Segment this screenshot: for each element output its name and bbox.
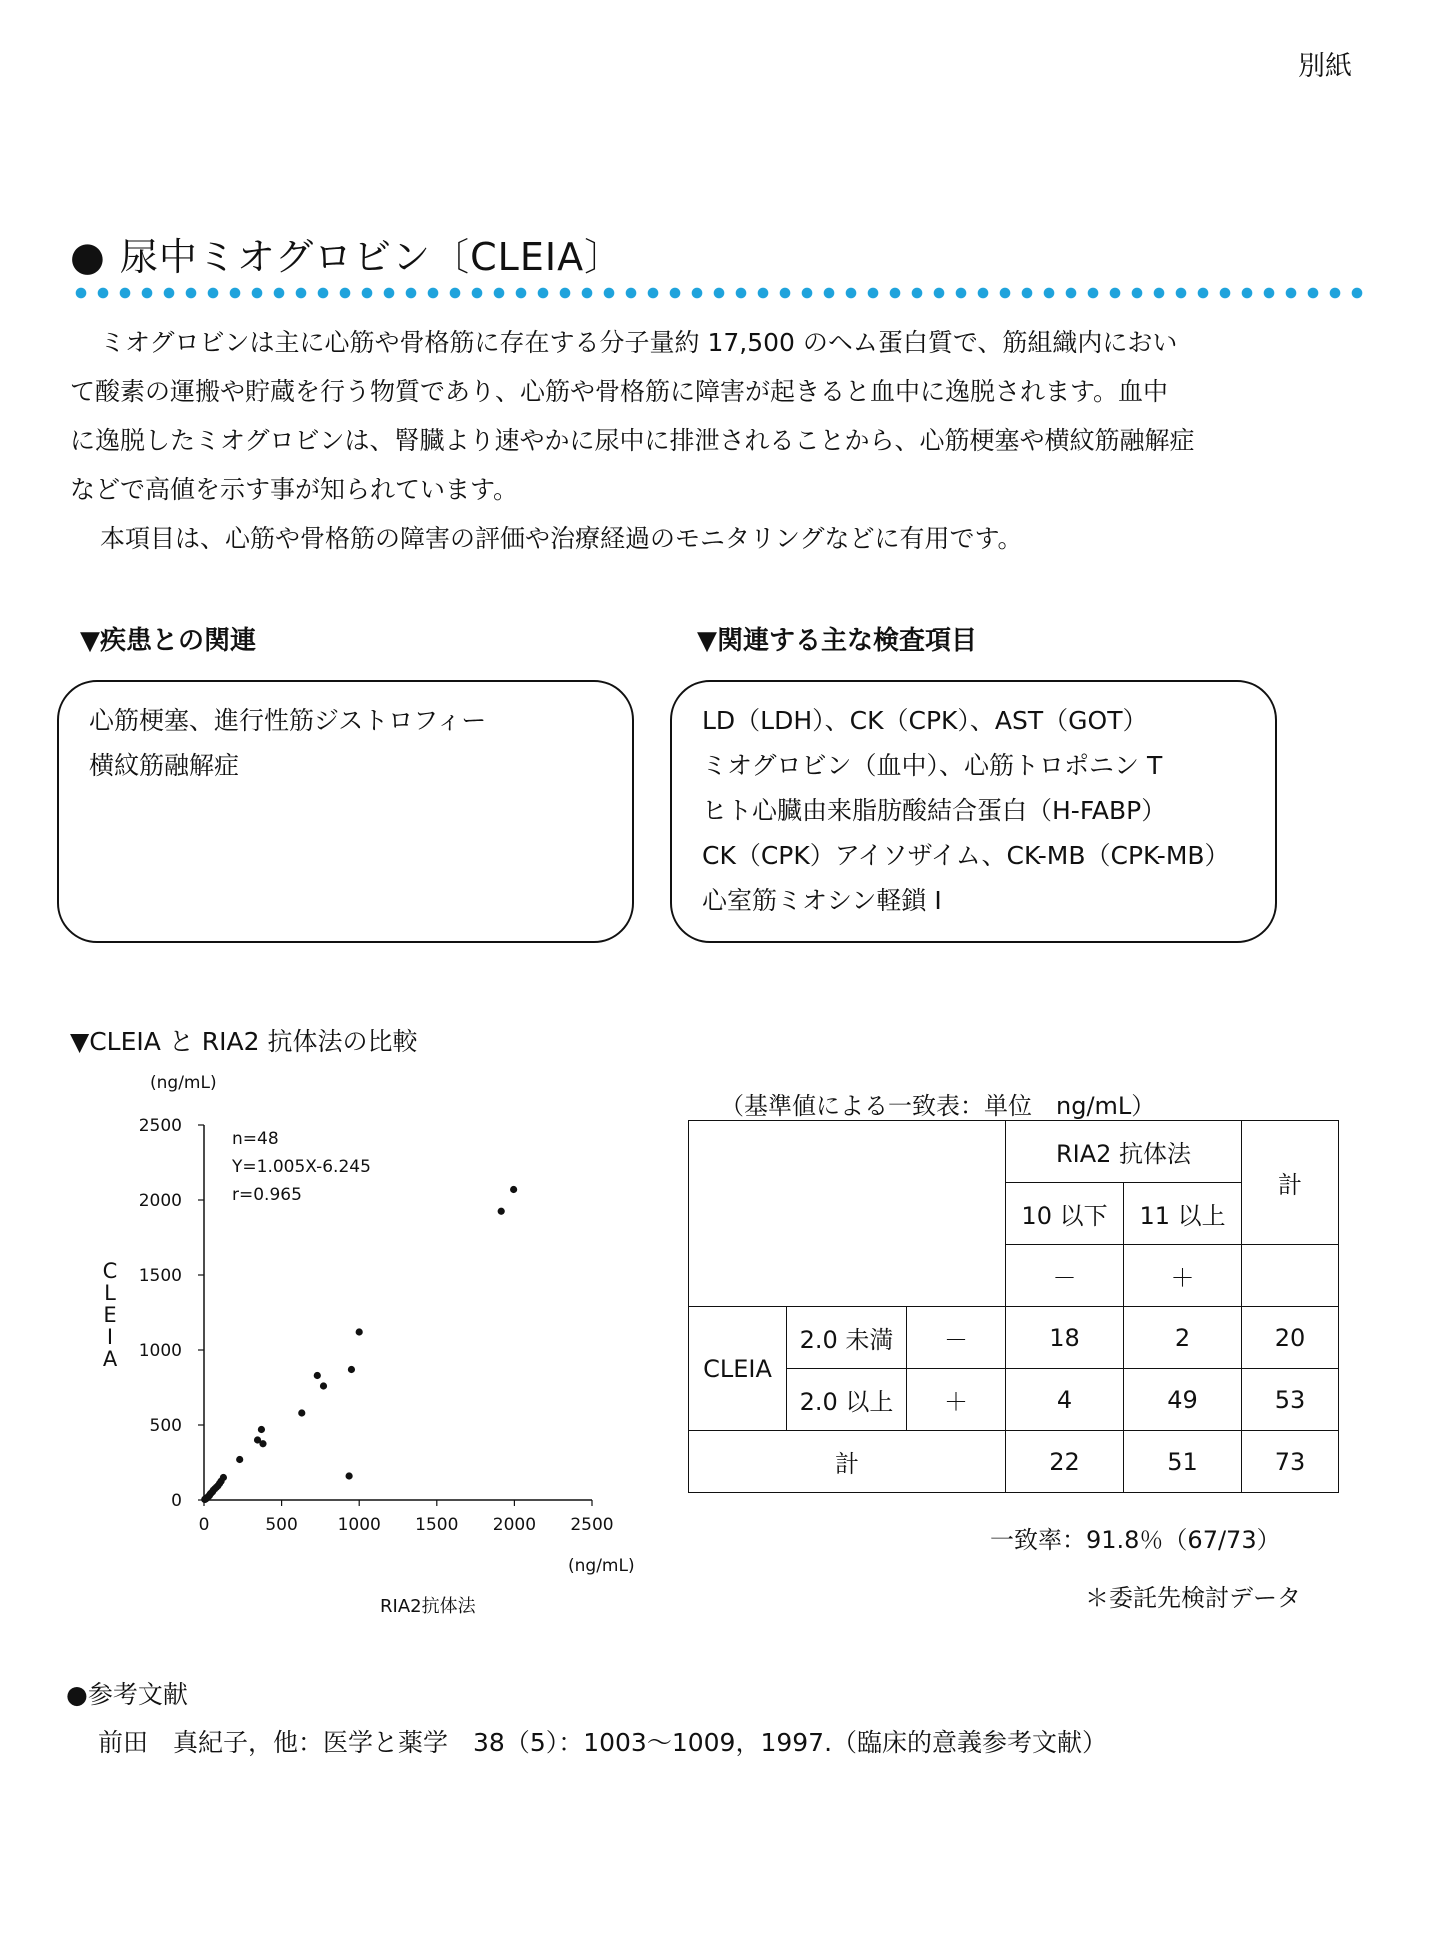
table-caption: （基準値による一致表：単位 ng/mL）	[720, 1092, 1156, 1120]
page-title	[70, 226, 623, 281]
table-row	[689, 1369, 1339, 1431]
x-tick-label: 1000	[337, 1515, 381, 1535]
intro-line: て酸素の運搬や貯蔵を行う物質であり、心筋や骨格筋に障害が起きると血中に逸脱されます。血中	[70, 377, 1169, 406]
chart-annotation: r=0.965	[232, 1185, 302, 1205]
table-row	[689, 1121, 1339, 1183]
data-point	[348, 1366, 355, 1373]
chart-annotation: n=48	[232, 1129, 279, 1149]
scatter-chart	[0, 1060, 680, 1620]
col-plus-cell: ＋	[1124, 1245, 1242, 1307]
table-blank-cell	[689, 1121, 1006, 1307]
agreement-table	[688, 1120, 1339, 1493]
y-tick-label: 0	[171, 1491, 182, 1511]
y-tick-label: 500	[149, 1416, 182, 1436]
table-row	[689, 1431, 1339, 1493]
row-low-cell: 2.0 未満	[787, 1307, 907, 1369]
data-point	[258, 1426, 265, 1433]
disease-item: 心筋梗塞、進行性筋ジストロフィー	[89, 706, 487, 735]
data-point	[510, 1186, 517, 1193]
intro-line: ミオグロビンは主に心筋や骨格筋に存在する分子量約 17,500 のヘム蛋白質で、筋組織内におい	[100, 328, 1178, 357]
x-tick-label: 2000	[492, 1515, 537, 1535]
table-row	[689, 1307, 1339, 1369]
related-test-item: ヒト心臓由来脂肪酸結合蛋白（H-FABP）	[702, 796, 1167, 825]
chart-annotations	[231, 1129, 371, 1205]
y-tick-label: 2500	[138, 1116, 182, 1136]
related-tests-heading: ▼関連する主な検査項目	[697, 626, 977, 656]
cleia-label-cell: CLEIA	[689, 1307, 787, 1431]
row-high-cell: 2.0 以上	[787, 1369, 907, 1431]
data-point	[259, 1440, 266, 1447]
related-test-item: 心室筋ミオシン軽鎖 I	[702, 886, 942, 915]
agreement-rate: 一致率：91.8％（67/73）	[990, 1526, 1281, 1554]
col-minus-cell: －	[1006, 1245, 1124, 1307]
data-point	[201, 1496, 208, 1503]
intro-line: 本項目は、心筋や骨格筋の障害の評価や治療経過のモニタリングなどに有用です。	[100, 524, 1023, 553]
y-axis-label-char: I	[106, 1325, 114, 1349]
y-axis-label-char: L	[104, 1281, 116, 1305]
table-cell: 22	[1006, 1431, 1124, 1493]
chart-annotation: Y=1.005X-6.245	[232, 1157, 371, 1177]
col-low-cell: 10 以下	[1006, 1183, 1124, 1245]
disease-item: 横紋筋融解症	[89, 751, 240, 780]
ria-header-cell: RIA2 抗体法	[1006, 1121, 1242, 1183]
data-point	[498, 1208, 505, 1215]
y-tick-label: 2000	[138, 1191, 182, 1211]
x-tick-label: 2500	[570, 1515, 614, 1535]
chart-points	[201, 1186, 517, 1503]
disease-box	[57, 680, 634, 943]
x-tick-label: 0	[198, 1515, 210, 1535]
comparison-heading: ▼CLEIA と RIA2 抗体法の比較	[70, 1027, 418, 1056]
related-tests-box	[670, 680, 1277, 943]
related-test-item: ミオグロビン（血中）、心筋トロポニン T	[702, 751, 1163, 780]
table-cell: 49	[1124, 1369, 1242, 1431]
title-bullet: ●	[70, 234, 106, 280]
data-point	[314, 1372, 321, 1379]
table-cell: 51	[1124, 1431, 1242, 1493]
x-tick-label: 500	[265, 1515, 298, 1535]
row-plus-cell: ＋	[907, 1369, 1006, 1431]
reference-entry: 前田 真紀子，他：医学と薬学 38（5）：1003～1009，1997.（臨床的意義参考文献）	[98, 1728, 1108, 1757]
table-cell: 53	[1242, 1369, 1339, 1431]
y-axis-label-char: C	[102, 1259, 118, 1283]
data-point	[346, 1472, 353, 1479]
related-test-item: LD（LDH）、CK（CPK）、AST（GOT）	[702, 706, 1148, 735]
col-high-cell: 11 以上	[1124, 1183, 1242, 1245]
x-axis-unit: (ng/mL)	[568, 1556, 635, 1576]
intro-line: に逸脱したミオグロビンは、腎臓より速やかに尿中に排泄されることから、心筋梗塞や横紋筋融解症	[70, 426, 1195, 455]
intro-line: などで高値を示す事が知られています。	[70, 475, 519, 504]
intro-paragraph	[70, 318, 1370, 563]
row-minus-cell: －	[907, 1307, 1006, 1369]
disease-heading: ▼疾患との関連	[80, 626, 256, 656]
y-tick-label: 1500	[138, 1266, 182, 1286]
title-text: 尿中ミオグロビン〔CLEIA〕	[119, 235, 624, 279]
table-cell: 18	[1006, 1307, 1124, 1369]
y-axis-label-char: A	[102, 1347, 118, 1371]
table-cell: 73	[1242, 1431, 1339, 1493]
data-source-note: ＊委託先検討データ	[1085, 1584, 1301, 1612]
table-cell: 20	[1242, 1307, 1339, 1369]
total-row-label-cell: 計	[689, 1431, 1006, 1493]
x-tick-label: 1500	[415, 1515, 459, 1535]
empty-cell	[1242, 1245, 1339, 1307]
y-axis-label	[103, 1259, 118, 1371]
total-header-cell: 計	[1242, 1121, 1339, 1245]
related-test-item: CK（CPK）アイソザイム、CK-MB（CPK-MB）	[702, 841, 1230, 870]
references-heading: ●参考文献	[66, 1680, 188, 1709]
x-axis-label: RIA2抗体法	[380, 1596, 476, 1617]
data-point	[298, 1409, 305, 1416]
y-axis-label-char: E	[103, 1303, 117, 1327]
attachment-label: 別紙	[1298, 51, 1352, 82]
dotted-divider	[70, 287, 1370, 299]
chart-ticks	[139, 1116, 614, 1535]
data-point	[320, 1382, 327, 1389]
y-tick-label: 1000	[138, 1341, 182, 1361]
data-point	[236, 1456, 243, 1463]
table-cell: 4	[1006, 1369, 1124, 1431]
table-cell: 2	[1124, 1307, 1242, 1369]
data-point	[356, 1328, 363, 1335]
y-axis-unit: (ng/mL)	[150, 1073, 217, 1093]
